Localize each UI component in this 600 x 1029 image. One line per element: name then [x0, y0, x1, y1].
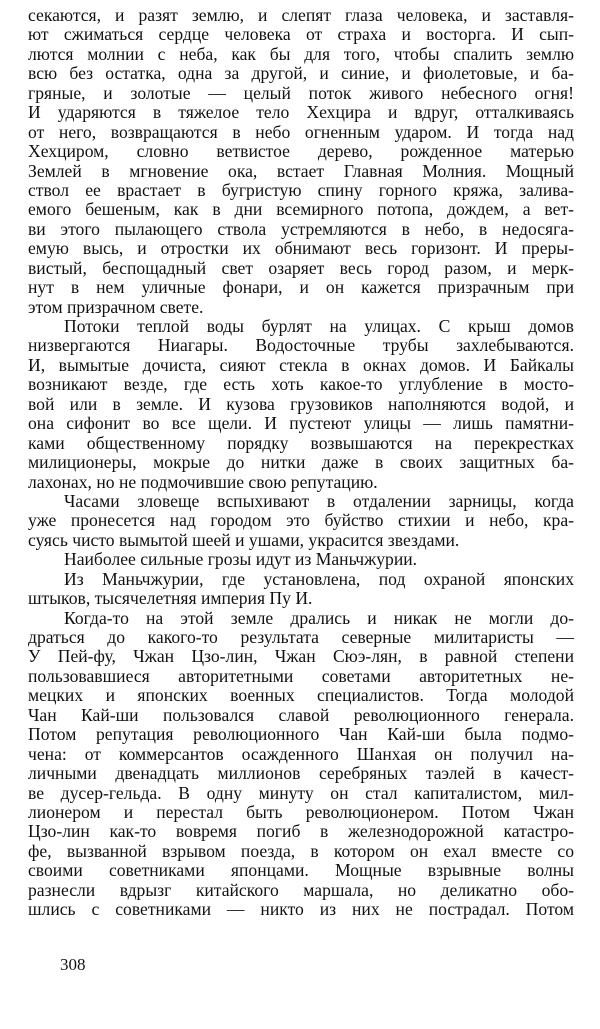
text-line: милиционеры, мокрые до нитки даже в своих защитных ба- — [28, 452, 574, 473]
text-line: пользовавшиеся авторитетными советами авторитетных не- — [28, 665, 574, 686]
text-line: вой или в земле. И кузова грузовиков наполняются водой, и — [28, 393, 574, 414]
text-line: Хехциром, словно ветвистое дерево, рожденное матерью — [28, 141, 574, 162]
text-line: разнесли вдрызг китайского маршала, но деликатно обо- — [28, 879, 574, 900]
text-line: мецких и японских военных специалистов. Тогда молодой — [28, 685, 574, 706]
text-line: вистый, беспощадный свет озаряет весь город разом, и мерк- — [28, 257, 574, 278]
text-line: лются молнии с неба, как бы для того, чтобы спалить землю — [28, 43, 574, 64]
text-line: И, вымытые дочиста, сияют стекла в окнах домов. И Байкалы — [28, 354, 574, 375]
text-line: ют сжиматься сердце человека от страха и восторга. И сып- — [28, 24, 574, 45]
text-line: Из Маньчжурии, где установлена, под охраной японских — [64, 568, 574, 589]
paragraph — [28, 570, 574, 609]
text-line: емого бешеным, как в дни всемирного потопа, дождем, а вет- — [28, 199, 574, 220]
text-line: лахонах, но не подмочившие свою репутацию. — [28, 471, 378, 492]
text-line: лионером и перестал быть революционером. Потом Чжан — [28, 801, 574, 822]
text-line: ствол ее врастает в бугристую спину горного кряжа, залива- — [28, 179, 574, 200]
text-line: возникают везде, где есть хоть какое-то углубление в мосто- — [28, 374, 574, 395]
text-line: Потом репутация революционного Чан Кай-ши была подмо- — [28, 724, 574, 745]
text-line: Наиболее сильные грозы идут из Маньчжурии. — [64, 549, 418, 570]
text-line: своими советниками японцами. Мощные взрывные волны — [28, 860, 574, 881]
text-line: Часами зловеще вспыхивают в отдалении зарницы, когда — [64, 490, 574, 511]
text-line: нут в нем уличные фонари, и он кажется призрачным при — [28, 277, 574, 298]
text-line: ве дусер-гельда. В одну минуту он стал капиталистом, мил- — [28, 782, 574, 803]
text-line: от него, возвращаются в небо огненным ударом. И тогда над — [28, 121, 574, 142]
text-line: шлись с советниками — никто из них не пострадал. Потом — [28, 899, 574, 920]
text-line: уже пронесется над городом это буйство стихии и небо, кра- — [28, 510, 574, 531]
text-line: всю без остатка, одна за другой, и синие, и фиолетовые, и ба- — [28, 63, 574, 84]
text-line: суясь чисто вымытой шеей и ушами, украсится звездами. — [28, 529, 460, 550]
text-line: ви этого пылающего ствола устремляются в небо, в недосяга- — [28, 218, 574, 239]
text-line: Чан Кай-ши пользовался славой революционного генерала. — [28, 704, 574, 725]
text-line: Когда-то на этой земле дрались и никак не могли до- — [64, 607, 574, 628]
text-line: фе, вызванной взрывом поезда, в котором он ехал вместе со — [28, 840, 574, 861]
paragraph — [28, 317, 574, 492]
paragraph — [28, 6, 574, 317]
page-number: 308 — [60, 955, 86, 974]
text-line: ками общественному порядку возвышаются на перекрестках — [28, 432, 574, 453]
text-line: У Пей-фу, Чжан Цзо-лин, Чжан Сюэ-лян, в равной степени — [28, 646, 574, 667]
text-line: емую высь, и отростки их обнимают весь горизонт. И преры- — [28, 238, 574, 259]
text-line: Землей в мгновение ока, встает Главная Молния. Мощный — [28, 160, 574, 181]
text-line: низвергаются Ниагары. Водосточные трубы захлебываются. — [28, 335, 574, 356]
book-page-text — [28, 6, 574, 920]
text-line: этом призрачном свете. — [28, 296, 204, 317]
text-line: чена: от коммерсантов осажденного Шанхая он получил на- — [28, 743, 574, 764]
text-line: штыков, тысячелетняя империя Пу И. — [28, 588, 313, 609]
text-line: гряные, и золотые — целый поток живого небесного огня! — [28, 82, 574, 103]
paragraph — [28, 550, 574, 569]
text-line: личными двенадцать миллионов серебряных таэлей в качест- — [28, 763, 574, 784]
text-line: секаются, и разят землю, и слепят глаза человека, и заставля- — [28, 5, 574, 25]
text-line: Цзо-лин как-то вовремя погиб в железнодорожной катастро- — [28, 821, 574, 842]
paragraph — [28, 492, 574, 550]
text-line: Потоки теплой воды бурлят на улицах. С крыш домов — [64, 316, 574, 336]
text-line: И ударяются в тяжелое тело Хехцира и вдруг, отталкиваясь — [28, 102, 574, 123]
text-line: она сифонит во все щели. И пустеют улицы — лишь памятни- — [28, 413, 574, 434]
text-line: драться до какого-то результата северные милитаристы — — [28, 627, 574, 647]
paragraph — [28, 609, 574, 920]
